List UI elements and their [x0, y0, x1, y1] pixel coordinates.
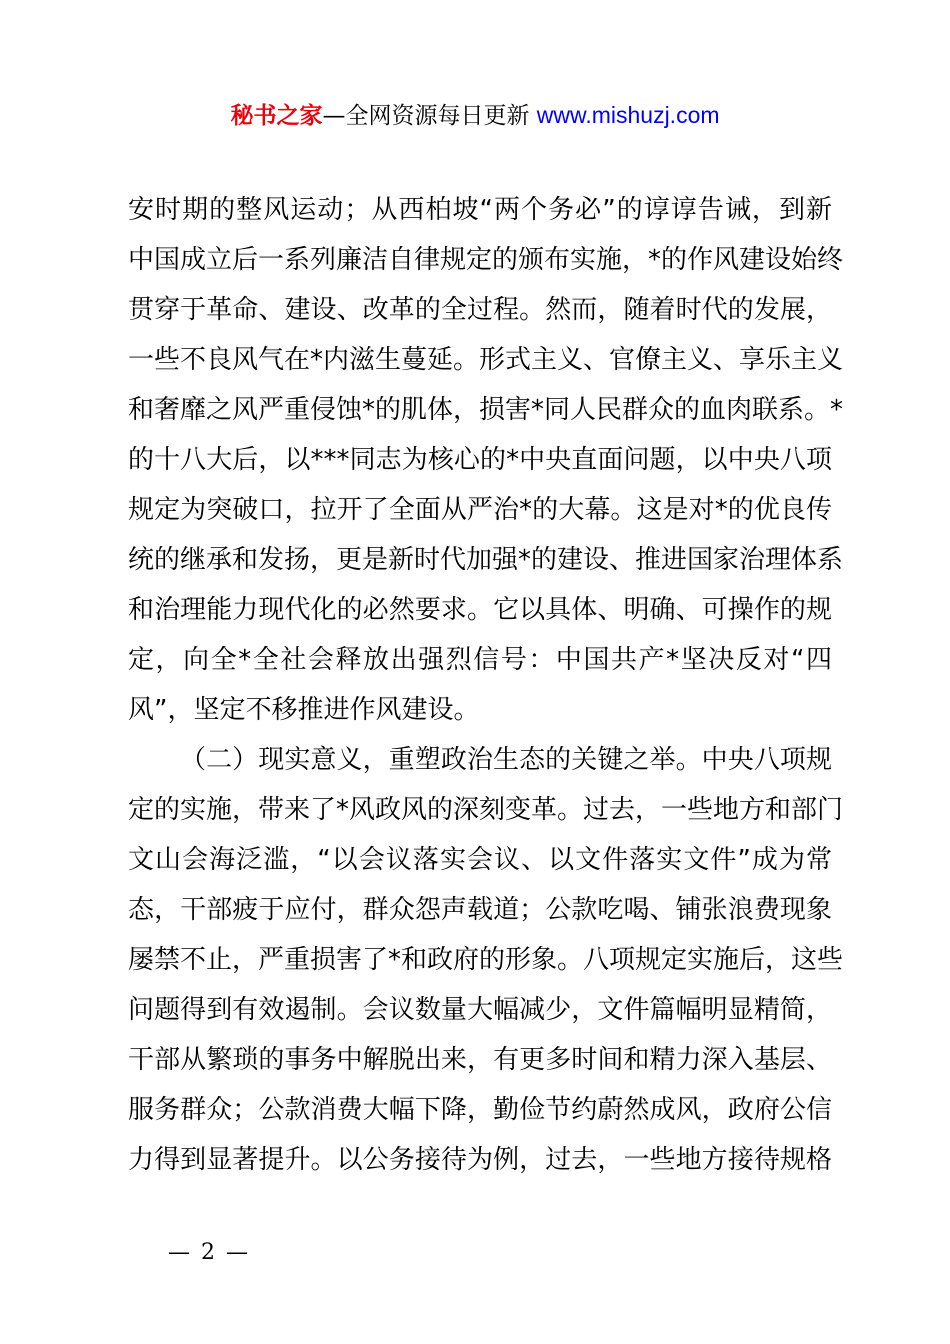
site-header-banner [0, 98, 950, 133]
text-line: 屡禁不止，严重损害了*和政府的形象。八项规定实施后，这些 [128, 945, 844, 975]
text-line: 贯穿于革命、建设、改革的全过程。然而，随着时代的发展， [128, 295, 832, 325]
text-line: 和治理能力现代化的必然要求。它以具体、明确、可操作的规 [128, 595, 832, 625]
text-line: 的十八大后，以***同志为核心的*中央直面问题，以中央八项 [128, 445, 832, 475]
site-url[interactable]: www.mishuzj.com [536, 102, 720, 128]
text-line: 服务群众；公款消费大幅下降，勤俭节约蔚然成风，政府公信 [128, 1095, 832, 1125]
text-line: 风”，坚定不移推进作风建设。 [128, 695, 480, 725]
paragraph-1 [128, 185, 844, 735]
text-line: 干部从繁琐的事务中解脱出来，有更多时间和精力深入基层、 [128, 1045, 832, 1075]
paragraph-2 [128, 735, 844, 1185]
text-line: 一些不良风气在*内滋生蔓延。形式主义、官僚主义、享乐主义 [128, 345, 844, 375]
document-body [128, 185, 844, 1185]
text-line: 和奢靡之风严重侵蚀*的肌体，损害*同人民群众的血肉联系。* [128, 395, 844, 425]
text-line: 问题得到有效遏制。会议数量大幅减少，文件篇幅明显精简， [128, 995, 832, 1025]
text-line: 规定为突破口，拉开了全面从严治*的大幕。这是对*的优良传 [128, 495, 832, 525]
header-tagline: —全网资源每日更新 [322, 103, 537, 129]
text-line: 力得到显著提升。以公务接待为例，过去，一些地方接待规格 [128, 1145, 832, 1175]
page-number: — 2 — [168, 1240, 250, 1265]
text-line: 统的继承和发扬，更是新时代加强*的建设、推进国家治理体系 [128, 545, 844, 575]
text-line: （二）现实意义，重塑政治生态的关键之举。中央八项规 [180, 745, 832, 775]
text-line: 安时期的整风运动；从西柏坡“两个务必”的谆谆告诫，到新 [128, 195, 832, 225]
text-line: 定的实施，带来了*风政风的深刻变革。过去，一些地方和部门 [128, 795, 844, 825]
brand-name: 秘书之家 [230, 103, 323, 129]
text-line: 文山会海泛滥，“以会议落实会议、以文件落实文件”成为常 [128, 845, 832, 875]
text-line: 态，干部疲于应付，群众怨声载道；公款吃喝、铺张浪费现象 [128, 895, 832, 925]
text-line: 定，向全*全社会释放出强烈信号：中国共产*坚决反对“四 [128, 645, 832, 675]
text-line: 中国成立后一系列廉洁自律规定的颁布实施，*的作风建设始终 [128, 245, 844, 275]
